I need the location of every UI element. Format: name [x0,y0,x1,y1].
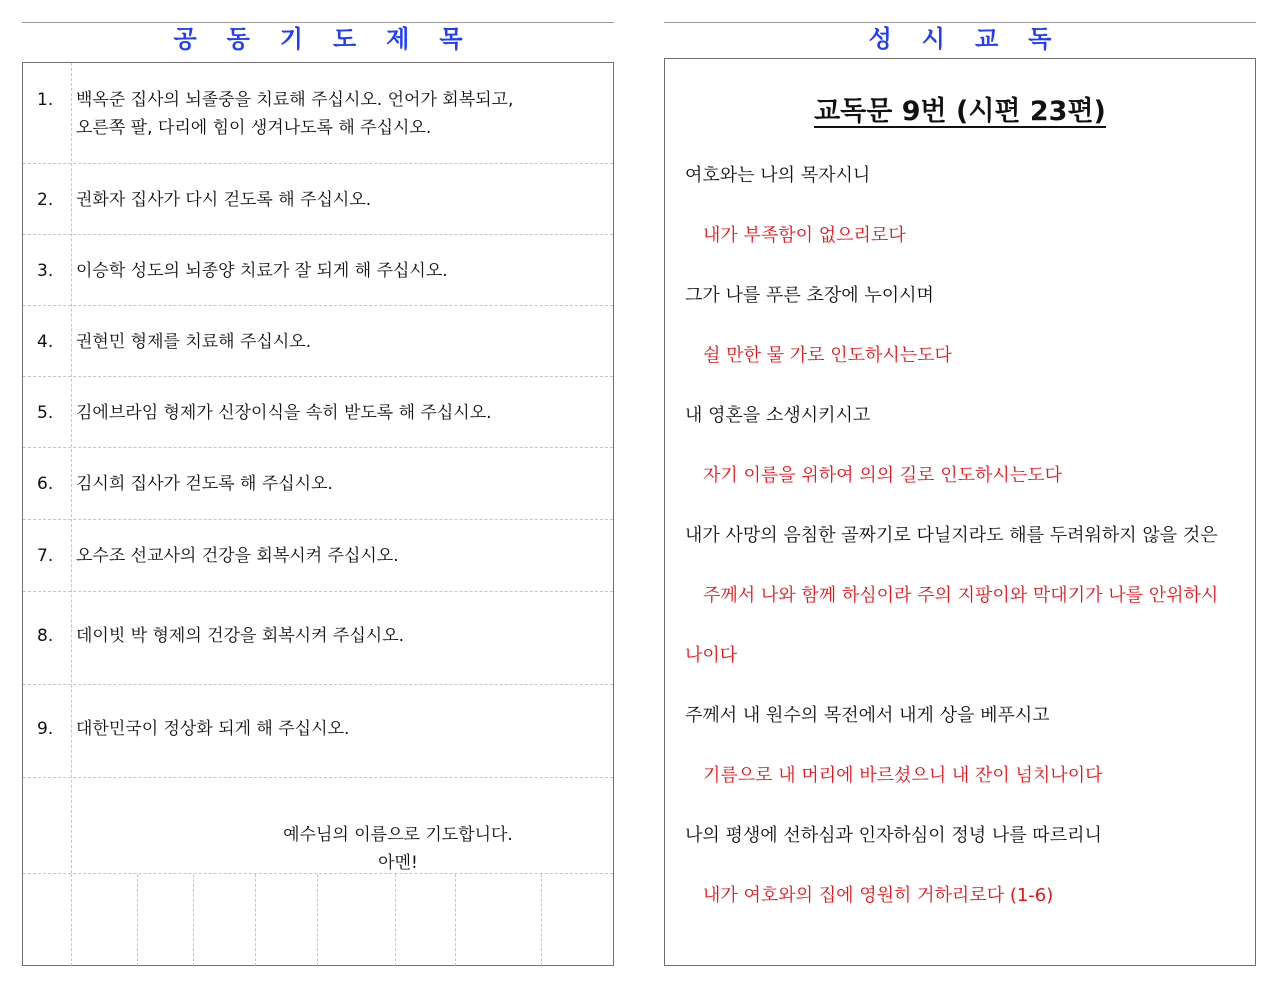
congregation-verse: 내가 부족함이 없으리로다 [703,225,906,246]
prayer-item [23,685,613,778]
leader-verse: 여호와는 나의 목자시니 [685,165,871,186]
prayer-text [76,186,599,214]
prayer-number: 8. [37,626,54,646]
grid-divider [255,874,256,966]
prayer-line: 권화자 집사가 다시 걷도록 해 주십시오. [76,190,372,210]
prayer-text [76,470,599,498]
prayer-line: 대한민국이 정상화 되게 해 주십시오. [76,719,350,739]
prayer-item [23,235,613,306]
prayer-item [23,592,613,685]
prayer-number: 5. [37,403,54,423]
prayer-text [76,257,599,285]
prayer-list-box [22,62,614,966]
congregation-verse: 주께서 나와 함께 하심이라 주의 지팡이와 막대기가 나를 안위하시 [703,585,1219,606]
grid-divider [541,874,542,966]
bottom-grid [23,873,613,965]
prayer-text [76,542,599,570]
prayer-number: 2. [37,190,54,210]
prayer-line: 데이빗 박 형제의 건강을 회복시켜 주십시오. [76,626,405,646]
prayer-number: 9. [37,719,54,739]
prayer-line: 이승학 성도의 뇌종양 치료가 잘 되게 해 주십시오. [76,261,448,281]
grid-divider [193,874,194,966]
reading-title-text: 교독문 9번 (시편 23편) [814,96,1106,127]
leader-verse: 주께서 내 원수의 목전에서 내게 상을 베푸시고 [685,705,1050,726]
prayer-item [23,520,613,592]
congregation-verse: 쉴 만한 물 가로 인도하시는도다 [703,345,952,366]
prayer-number: 1. [37,90,54,110]
grid-divider [395,874,396,966]
leader-verse: 그가 나를 푸른 초장에 누이시며 [685,285,934,306]
prayer-item [23,63,613,164]
leader-verse: 나의 평생에 선하심과 인자하심이 정녕 나를 따르리니 [685,825,1102,846]
prayer-line: 오수조 선교사의 건강을 회복시켜 주십시오. [76,546,399,566]
prayer-text [76,328,599,356]
congregation-verse: 자기 이름을 위하여 의의 길로 인도하시는도다 [703,465,1062,486]
prayer-line: 권현민 형제를 치료해 주십시오. [76,332,312,352]
responsive-reading-box [664,58,1256,966]
prayer-item [23,306,613,377]
leader-verse: 내 영혼을 소생시키시고 [685,405,871,426]
prayer-text [76,715,599,743]
congregation-verse: 내가 여호와의 집에 영원히 거하리로다 (1-6) [703,885,1054,906]
prayer-item [23,448,613,520]
grid-divider [137,874,138,966]
prayer-line: 김시희 집사가 걷도록 해 주십시오. [76,474,333,494]
closing-line: 예수님의 이름으로 기도합니다. [283,825,513,845]
prayer-line: 오른쪽 팔, 다리에 힘이 생겨나도록 해 주십시오. [76,118,432,138]
grid-divider [317,874,318,966]
prayer-number: 6. [37,474,54,494]
reading-heading: 성시교독 [868,25,1082,53]
prayer-text [76,86,599,142]
prayer-item [23,377,613,448]
grid-divider [455,874,456,966]
prayer-heading: 공동기도제목 [173,25,493,53]
right-heading-rule [664,22,1256,23]
leader-verse: 내가 사망의 음침한 골짜기로 다닐지라도 해를 두려워하지 않을 것은 [685,525,1218,546]
reading-title [665,89,1255,128]
prayer-number: 3. [37,261,54,281]
prayer-line: 백옥준 집사의 뇌졸중을 치료해 주십시오. 언어가 회복되고, [76,90,514,110]
left-heading-rule [22,22,614,23]
closing-amen: 아멘! [378,853,418,873]
prayer-line: 김에브라임 형제가 신장이식을 속히 받도록 해 주십시오. [76,403,492,423]
congregation-verse: 나이다 [685,645,738,666]
prayer-text [76,622,599,650]
grid-divider [71,874,72,966]
prayer-number: 4. [37,332,54,352]
prayer-item [23,164,613,235]
prayer-text [76,399,599,427]
congregation-verse: 기름으로 내 머리에 바르셨으니 내 잔이 넘치나이다 [703,765,1103,786]
prayer-number: 7. [37,546,54,566]
closing-prayer [203,821,593,877]
